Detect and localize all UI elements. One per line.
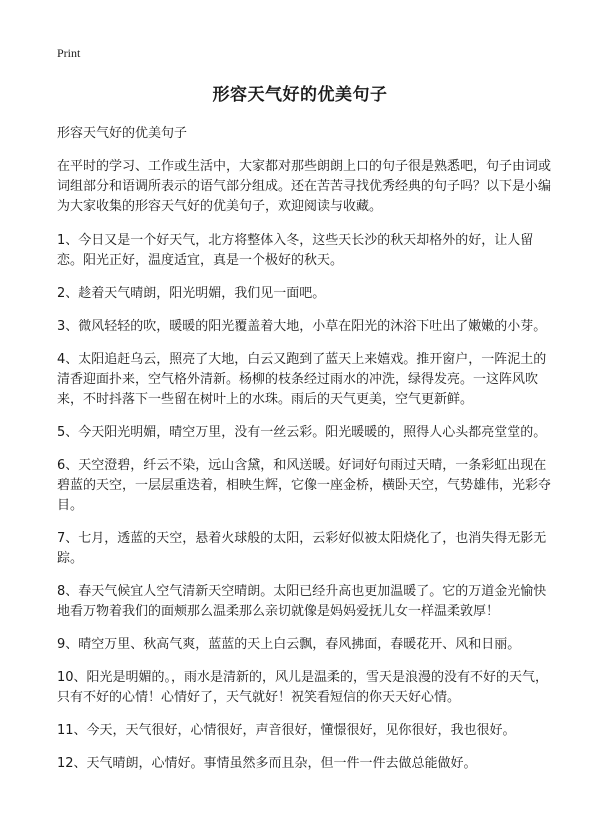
article-body (57, 124, 558, 787)
list-item: 9、晴空万里、秋高气爽，蓝蓝的天上白云飘，春风拂面，春暖花开、风和日丽。 (57, 637, 521, 652)
list-item: 5、今天阳光明媚，晴空万里，没有一丝云彩。阳光暖暖的，照得人心头都亮堂堂的。 (57, 425, 547, 440)
list-item: 11、今天，天气很好，心情很好，声音很好，懂憬很好，见你很好，我也很好。 (57, 723, 516, 738)
list-item: 6、天空澄碧，纤云不染，远山含黛，和风送暖。好词好句雨过天晴，一条彩虹出现在碧蓝的天空，一层层重迭着，相映生辉，它像一座金桥，横卧天空，气势雄伟，光彩夺目。 (57, 458, 552, 513)
list-item: 7、七月，透蓝的天空，悬着火球般的太阳，云彩好似被太阳烧化了，也消失得无影无踪。 (57, 531, 547, 566)
intro-paragraph: 在平时的学习、工作或生活中，大家都对那些朗朗上口的句子很是熟悉吧，句子由词或词组部分和语调所表示的语气部分组成。还在苦苦寻找优秀经典的句子吗？以下是小编为大家收集的形容天气好的优美句子，欢迎阅读与收藏。 (57, 159, 552, 214)
article-subtitle: 形容天气好的优美句子 (57, 126, 188, 141)
print-link[interactable]: Print (57, 46, 81, 60)
list-item: 12、天气晴朗，心情好。事情虽然多而且杂，但一件一件去做总能做好。 (57, 756, 477, 771)
page-title: 形容天气好的优美句子 (212, 85, 388, 105)
list-item: 10、阳光是明媚的。，雨水是清新的，风儿是温柔的，雪天是浪漫的没有不好的天气，只有不好的心情！心情好了，天气就好！祝笑看短信的你天天好心情。 (57, 670, 549, 705)
list-item: 2、趁着天气晴朗，阳光明媚，我们见一面吧。 (57, 286, 326, 301)
list-item: 4、太阳追赶乌云，照亮了大地，白云又跑到了蓝天上来嬉戏。推开窗户，一阵泥土的清香迎面扑来，空气格外清新。杨柳的枝条经过雨水的冲洗，绿得发亮。一这阵风吹来，不时抖落下一些留在树叶上的水珠。雨后的天气更美，空气更新鲜。 (57, 352, 547, 407)
list-item: 1、今日又是一个好天气，北方将整体入冬，这些天长沙的秋天却格外的好，让人留恋。阳光正好，温度适宜，真是一个极好的秋天。 (57, 233, 534, 268)
list-item: 8、春天气候宜人空气清新天空晴朗。太阳已经升高也更加温暖了。它的万道金光愉快地看万物着我们的面颊那么温柔那么亲切就像是妈妈爱抚儿女一样温柔敦厚！ (57, 584, 547, 619)
list-item: 3、微风轻轻的吹，暖暖的阳光覆盖着大地，小草在阳光的沐浴下吐出了嫩嫩的小芽。 (57, 319, 547, 334)
